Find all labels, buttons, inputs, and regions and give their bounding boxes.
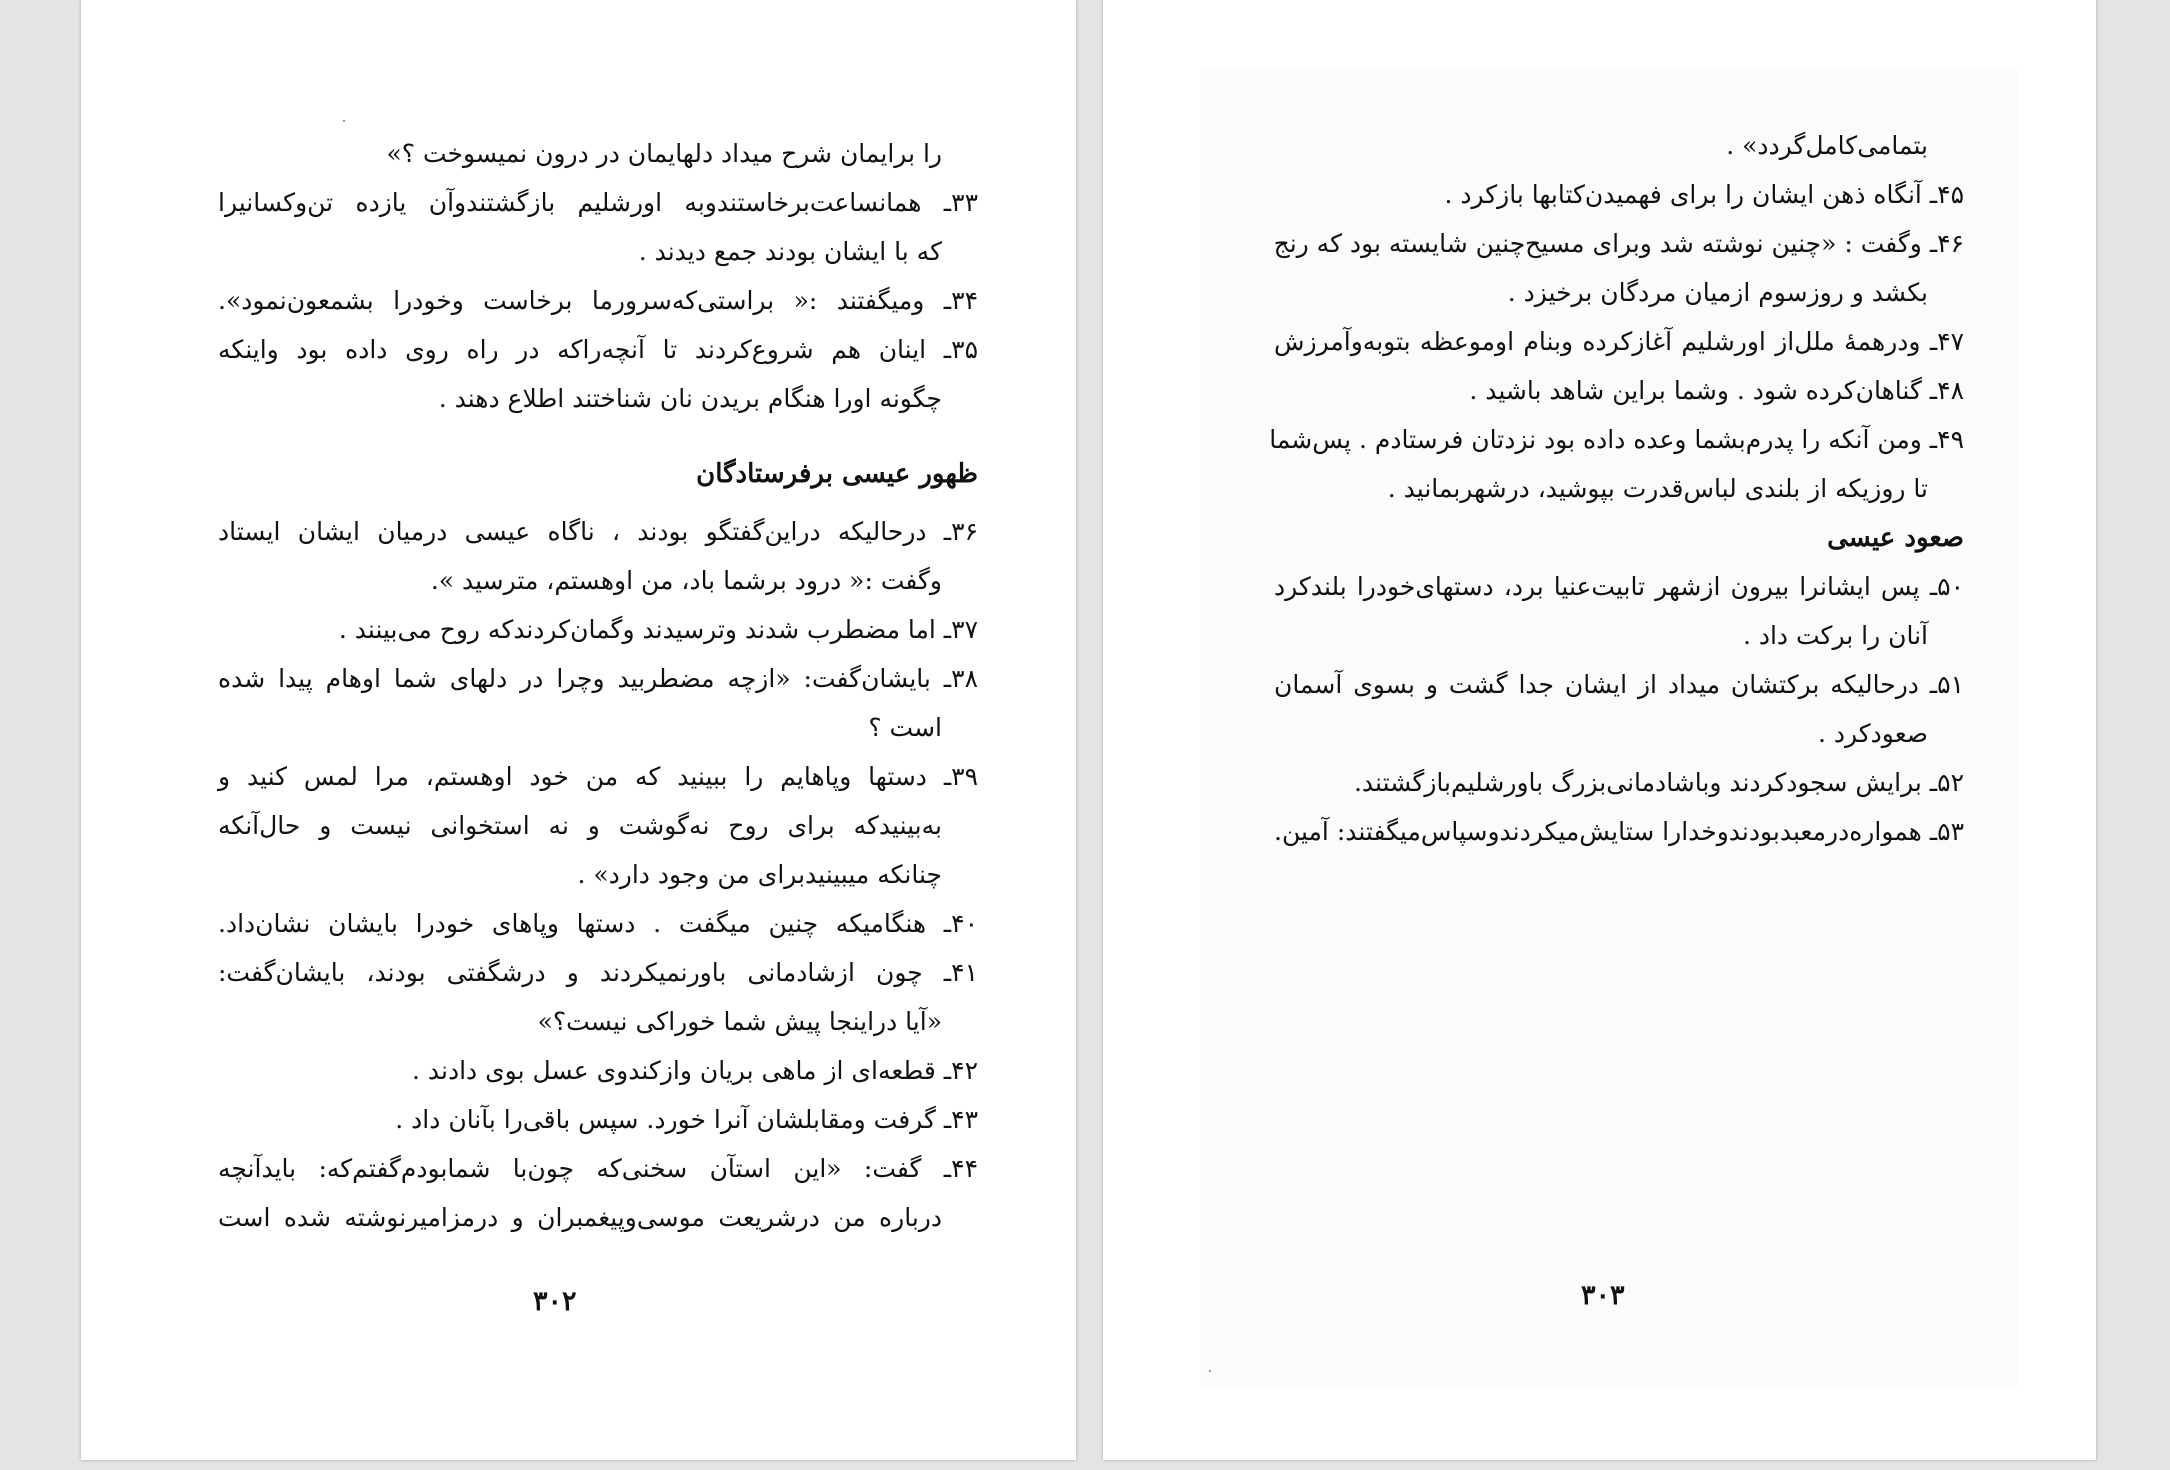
verse-42: ۴۲ـ قطعه‌ای از ماهی بریان وازکندوی عسل بوی دادند . [411, 1056, 978, 1085]
verse-47: ۴۷ـ ودرهمهٔ ملل‌از اورشلیم آغازکرده وبنام اوموعظه بتوبه‌وآمرزش [1274, 327, 1964, 356]
section-heading: صعود عیسی [1827, 523, 1964, 553]
verse-44: ۴۴ـ گفت: «این استآن سخنی‌که چون‌با شمابودم‌گفتم‌که: بایدآنچه [218, 1154, 978, 1183]
text-line: آنان را برکت داد . [1742, 621, 1928, 650]
verse-43: ۴۳ـ گرفت ومقابلشان آنرا خورد. سپس باقی‌را بآنان داد . [395, 1105, 978, 1134]
verse-34: ۳۴ـ ومیگفتند :« براستی‌که‌سرورما برخاست وخودرا بشمعون‌نمود». [218, 286, 978, 315]
text-line: درباره من درشریعت موسی‌وپیغمبران و درمزامیرنوشته شده است [218, 1203, 942, 1232]
verse-51: ۵۱ـ درحالیکه برکتشان میداد از ایشان جدا گشت و بسوی آسمان [1274, 670, 1964, 699]
verse-35: ۳۵ـ اینان هم شروع‌کردند تا آنچه‌راکه در راه روی داده بود واینکه [218, 335, 978, 364]
scan-speck [343, 120, 345, 122]
left-page [81, 0, 1076, 1460]
text-line: بتمامی‌کامل‌گردد» . [1726, 131, 1928, 160]
text-line: بکشد و روزسوم ازمیان مردگان برخیزد . [1507, 278, 1928, 307]
text-line: وگفت :« درود برشما باد، من اوهستم، مترسید ». [430, 566, 942, 595]
verse-37: ۳۷ـ اما مضطرب شدند وترسیدند وگمان‌کردندکه روح می‌بینند . [338, 615, 978, 644]
text-line: «آیا دراینجا پیش شما خوراکی نیست؟» [537, 1007, 942, 1036]
verse-39: ۳۹ـ دستها وپاهایم را ببینید که من خود اوهستم، مرا لمس کنید و [218, 762, 978, 791]
text-line: است ؟ [868, 713, 942, 742]
verse-53: ۵۳ـ همواره‌درمعبدبودندوخدارا ستایش‌میکردندوسپاس‌میگفتند: آمین. [1274, 817, 1964, 846]
verse-49: ۴۹ـ ومن آنکه را پدرم‌بشما وعده داده بود نزدتان فرستادم . پس‌شما [1269, 425, 1964, 454]
text-line: صعودکرد . [1817, 719, 1928, 748]
text-line: که با ایشان بودند جمع دیدند . [638, 237, 942, 266]
verse-46: ۴۶ـ وگفت : «چنین نوشته شد وبرای مسیح‌چنین شایسته بود که رنج [1273, 229, 1964, 258]
verse-36: ۳۶ـ درحالیکه دراین‌گفتگو بودند ، ناگاه عیسی درمیان ایشان ایستاد [218, 517, 978, 546]
verse-48: ۴۸ـ گناهان‌کرده شود . وشما براین شاهد باشید . [1469, 376, 1964, 405]
text-line: چنانکه میبینیدبرای من وجود دارد» . [577, 860, 942, 889]
text-line: را برایمان شرح میداد دلهایمان در درون نمیسوخت ؟» [386, 139, 942, 168]
text-line: به‌بینیدکه برای روح نه‌گوشت و نه استخوانی نیست و حال‌آنکه [218, 811, 942, 840]
verse-41: ۴۱ـ چون ازشادمانی باورنمیکردند و درشگفتی بودند، بایشان‌گفت: [218, 958, 978, 987]
section-heading: ظهور عیسی برفرستادگان [696, 459, 978, 489]
page-number: ۳۰۳ [1581, 1280, 1625, 1311]
verse-50: ۵۰ـ پس ایشانرا بیرون ازشهر تابیت‌عنیا برد، دستهای‌خودرا بلندکرد [1274, 572, 1964, 601]
verse-33: ۳۳ـ همانساعت‌برخاستندو‌به اورشلیم بازگشتندوآن یازده تن‌وکسانیرا [218, 188, 978, 217]
scan-speck [1209, 1370, 1211, 1372]
text-line: چگونه اورا هنگام بریدن نان شناختند اطلاع دهند . [438, 384, 942, 413]
verse-40: ۴۰ـ هنگامیکه چنین میگفت . دستها وپاهای خودرا بایشان نشان‌داد. [218, 909, 978, 938]
page-number: ۳۰۲ [533, 1286, 577, 1317]
right-page [1103, 0, 2096, 1460]
verse-38: ۳۸ـ بایشان‌گفت: «ازچه مضطربید وچرا در دلهای شما اوهام پیدا شده [218, 664, 978, 693]
verse-52: ۵۲ـ برایش سجودکردند وباشادمانی‌بزرگ باورشلیم‌بازگشتند. [1353, 768, 1964, 797]
text-line: تا روزیکه از بلندی لباس‌قدرت بپوشید، درشهربمانید . [1387, 474, 1928, 503]
verse-45: ۴۵ـ آنگاه ذهن ایشان را برای فهمیدن‌کتابها بازکرد . [1444, 180, 1964, 209]
